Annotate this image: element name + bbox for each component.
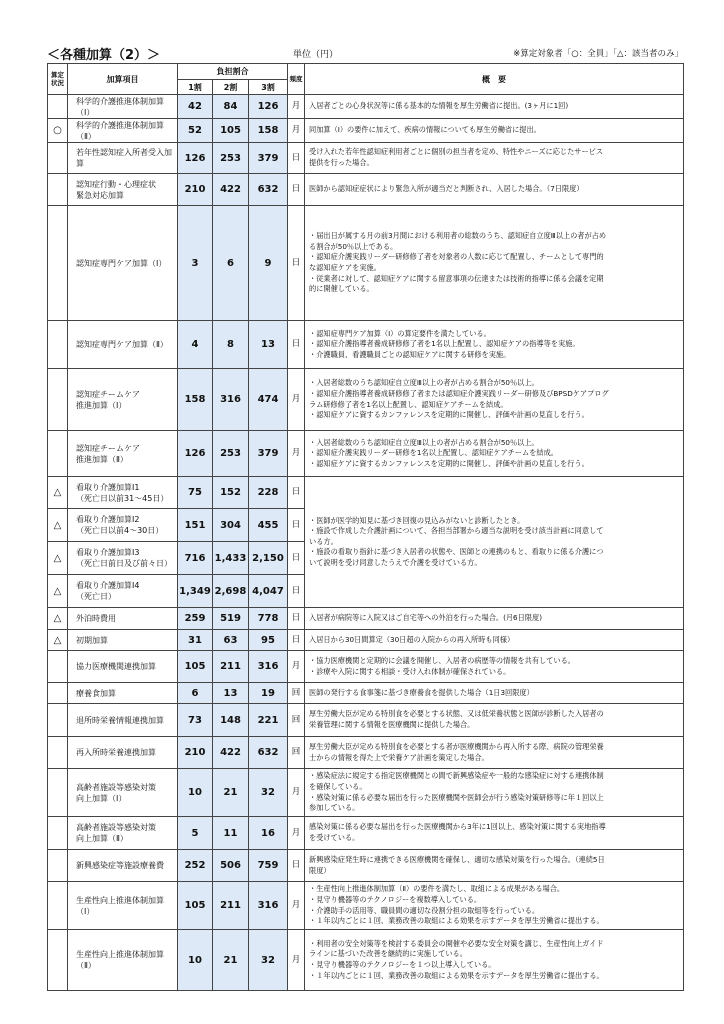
text-line: ・介護助手の活用等、職員間の適切な役割分担の取組等を行っている。 — [309, 905, 540, 915]
text-line: 限度） — [309, 865, 331, 875]
text-line: （死亡日） — [76, 592, 116, 601]
frequency-cell: 月 — [288, 119, 305, 143]
amount-cell-v3: 19 — [249, 683, 288, 704]
text-line: 看取り介護加算Ⅰ1 — [76, 482, 140, 492]
text-line: いる方。 — [309, 536, 338, 546]
amount-cell-v1: 42 — [178, 95, 213, 119]
amount-cell-v3: 4,047 — [249, 575, 288, 608]
frequency-cell: 回 — [288, 737, 305, 769]
text-line: ・感染症法に規定する指定医療機関との間で新興感染症や一般的な感染症に対する連携体制 — [309, 771, 604, 781]
text-line: 入居日から30日間算定（30日超の入院からの再入所時も同様） — [309, 634, 515, 644]
amount-cell-v2: 253 — [213, 431, 249, 477]
text-line: ・届出日が属する月の前3月間における利用者の総数のうち、認知症自立度Ⅲ以上の者が占め — [309, 231, 607, 241]
amount-cell-v3: 126 — [249, 95, 288, 119]
text-line: 認知症チームケア — [76, 443, 140, 453]
status-cell — [48, 95, 68, 119]
description-cell — [305, 174, 684, 206]
text-line: 生産性向上推進体制加算 — [76, 895, 164, 905]
amount-cell-v1: 10 — [178, 930, 213, 991]
legend-note: ※算定対象者「○：全員」「△：該当者のみ」 — [513, 49, 683, 59]
status-cell — [48, 850, 68, 882]
amount-cell-v1: 716 — [178, 542, 213, 575]
amount-cell-v2: 253 — [213, 143, 249, 174]
item-name-cell — [68, 477, 178, 509]
frequency-cell: 日 — [288, 542, 305, 575]
amount-cell-v1: 6 — [178, 683, 213, 704]
table-row — [48, 651, 684, 683]
item-name-cell — [68, 431, 178, 477]
table-row — [48, 769, 684, 817]
page-header — [47, 44, 683, 64]
table-row — [48, 174, 684, 206]
col-burden-header: 負担割合 — [178, 64, 288, 80]
amount-cell-v1: 126 — [178, 431, 213, 477]
status-cell — [48, 683, 68, 704]
amount-cell-v2: 519 — [213, 608, 249, 630]
description-cell — [305, 206, 684, 321]
status-cell — [48, 651, 68, 683]
frequency-cell: 月 — [288, 651, 305, 683]
text-line: 推進加算（Ⅱ） — [76, 454, 128, 464]
amount-cell-v3: 778 — [249, 608, 288, 630]
item-name-cell — [68, 509, 178, 542]
text-line: 高齢者施設等感染対策 — [76, 823, 156, 832]
amount-cell-v1: 252 — [178, 850, 213, 882]
amount-cell-v2: 304 — [213, 509, 249, 542]
amount-cell-v2: 21 — [213, 930, 249, 991]
text-line: 提供を行った場合。 — [309, 158, 374, 167]
col-2-header: 2割 — [213, 80, 249, 95]
amount-cell-v2: 422 — [213, 174, 249, 206]
col-freq-header: 頻度 — [288, 64, 305, 95]
frequency-cell: 回 — [288, 683, 305, 704]
text-line: 向上加算（Ⅰ） — [76, 793, 127, 803]
frequency-cell: 月 — [288, 930, 305, 991]
text-line: ・感染対策に係る必要な届出を行った医療機関や医師会が行う感染対策研修等に年１回以上 — [309, 792, 604, 802]
text-line: ・医師が医学的知見に基づき回復の見込みがないと診断したとき。 — [309, 515, 525, 525]
table-row — [48, 683, 684, 704]
status-cell — [48, 431, 68, 477]
text-line: 科学的介護推進体制加算（Ⅰ） — [76, 96, 164, 117]
text-line: 看取り介護加算Ⅰ2 — [76, 515, 140, 524]
text-line: ・生産性向上推進体制加算（Ⅱ）の要件を満たし、取組による成果がある場合。 — [309, 884, 565, 894]
amount-cell-v1: 151 — [178, 509, 213, 542]
frequency-cell: 日 — [288, 321, 305, 369]
amount-cell-v3: 221 — [249, 704, 288, 737]
text-line: ・診療や入院に関する相談・受け入れ体制が確保されている。 — [309, 666, 511, 676]
col-3-header: 3割 — [249, 80, 288, 95]
text-line: 認知症チームケア — [76, 389, 140, 399]
item-name-cell — [68, 630, 178, 651]
text-line: ラインに基づいた改善を継続的に実施している。 — [309, 949, 467, 959]
table-row — [48, 321, 684, 369]
frequency-cell: 日 — [288, 850, 305, 882]
description-cell — [305, 683, 684, 704]
amount-cell-v3: 316 — [249, 651, 288, 683]
amount-cell-v2: 84 — [213, 95, 249, 119]
frequency-cell: 日 — [288, 575, 305, 608]
text-line: ・見守り機器等のテクノロジーを１つ以上導入している。 — [309, 960, 496, 969]
text-line: ・施設で作成した介護計画について、各担当部署から適当な説明を受け該当計画に同意して — [309, 526, 604, 536]
text-line: ・１年以内ごとに１回、業務改善の取組による効果を示すデータを厚生労働省に提出する。 — [309, 916, 604, 926]
text-line: 初期加算 — [76, 635, 108, 645]
amount-cell-v3: 632 — [249, 737, 288, 769]
status-cell — [48, 206, 68, 321]
description-cell — [305, 608, 684, 630]
text-line: 認知症専門ケア加算（Ⅰ） — [76, 258, 167, 268]
amount-cell-v1: 52 — [178, 119, 213, 143]
amount-cell-v1: 5 — [178, 817, 213, 850]
item-name-cell — [68, 930, 178, 991]
status-cell: △ — [48, 608, 68, 630]
amount-cell-v1: 105 — [178, 651, 213, 683]
item-name-cell — [68, 369, 178, 431]
item-name-cell — [68, 769, 178, 817]
amount-cell-v1: 126 — [178, 143, 213, 174]
item-name-cell — [68, 206, 178, 321]
amount-cell-v3: 379 — [249, 143, 288, 174]
table-row — [48, 930, 684, 991]
text-line: 認知症行動・心理症状 — [76, 179, 156, 189]
description-cell — [305, 431, 684, 477]
table-row — [48, 704, 684, 737]
frequency-cell: 日 — [288, 608, 305, 630]
frequency-cell: 日 — [288, 509, 305, 542]
amount-cell-v2: 13 — [213, 683, 249, 704]
text-line: 療養食加算 — [76, 688, 116, 698]
frequency-cell: 月 — [288, 431, 305, 477]
table-row — [48, 369, 684, 431]
status-cell: △ — [48, 509, 68, 542]
text-line: ・介護職員、看護職員ごとの認知症ケアに関する研修を実施。 — [309, 349, 511, 359]
item-name-cell — [68, 882, 178, 930]
text-line: ・認知症介護指導者養成研修修了者または認知症介護実践リーダー研修及びBPSDケアプログ — [309, 388, 609, 398]
text-line: ・協力医療機関と定期的に会議を開催し、入居者の病歴等の情報を共有している。 — [309, 655, 575, 665]
amount-cell-v3: 632 — [249, 174, 288, 206]
amount-cell-v3: 759 — [249, 850, 288, 882]
text-line: 医師の発行する食事箋に基づき療養食を提供した場合（1日3回限度） — [309, 687, 534, 697]
frequency-cell: 月 — [288, 882, 305, 930]
text-line: 外泊時費用 — [76, 614, 116, 623]
amount-cell-v2: 2,698 — [213, 575, 249, 608]
text-line: 看取り介護加算Ⅰ3 — [76, 548, 140, 557]
status-cell — [48, 882, 68, 930]
text-line: 士からの情報を得た上で栄養ケア計画を策定した場合。 — [309, 752, 489, 762]
table-row — [48, 608, 684, 630]
text-line: 科学的介護推進体制加算（Ⅱ） — [76, 120, 164, 141]
text-line: 生産性向上推進体制加算 — [76, 950, 164, 959]
text-line: 向上加算（Ⅱ） — [76, 834, 128, 843]
description-cell — [305, 630, 684, 651]
status-cell — [48, 769, 68, 817]
frequency-cell: 日 — [288, 143, 305, 174]
text-line: ラム研修修了者を1名以上配置し、認知症ケアチームを結成。 — [309, 399, 508, 409]
frequency-cell: 月 — [288, 817, 305, 850]
frequency-cell: 月 — [288, 369, 305, 431]
amount-cell-v1: 4 — [178, 321, 213, 369]
amount-cell-v1: 105 — [178, 882, 213, 930]
amount-cell-v2: 211 — [213, 651, 249, 683]
item-name-cell — [68, 704, 178, 737]
status-cell — [48, 817, 68, 850]
text-line: 受け入れた若年性認知症利用者ごとに個別の担当者を定め、特性やニーズに応じたサービス — [309, 147, 604, 157]
table-row — [48, 95, 684, 119]
item-name-cell — [68, 575, 178, 608]
table-row — [48, 143, 684, 174]
text-line: を受けている。 — [309, 833, 360, 842]
amount-cell-v2: 63 — [213, 630, 249, 651]
description-cell — [305, 737, 684, 769]
amount-cell-v3: 32 — [249, 930, 288, 991]
text-line: 入居者が病院等に入院又はご自宅等への外泊を行った場合。(月6日限度) — [309, 613, 542, 623]
status-cell — [48, 369, 68, 431]
amount-cell-v2: 148 — [213, 704, 249, 737]
text-line: （Ⅱ） — [76, 961, 96, 970]
description-cell — [305, 119, 684, 143]
amount-cell-v1: 1,349 — [178, 575, 213, 608]
amount-cell-v1: 210 — [178, 174, 213, 206]
amount-cell-v1: 10 — [178, 769, 213, 817]
unit-label: 単位（円） — [293, 50, 339, 60]
frequency-cell: 月 — [288, 95, 305, 119]
amount-cell-v2: 422 — [213, 737, 249, 769]
frequency-cell: 回 — [288, 704, 305, 737]
status-cell — [48, 143, 68, 174]
frequency-cell: 月 — [288, 769, 305, 817]
text-line: を確保している。 — [309, 781, 367, 791]
frequency-cell: 日 — [288, 477, 305, 509]
fee-table — [47, 63, 684, 991]
status-cell: △ — [48, 542, 68, 575]
text-line: ・認知症ケアに資するカンファレンスを定期的に開催し、評価や計画の見直しを行う。 — [309, 410, 589, 420]
text-line: 医師から認知症症状により緊急入所が適当だと判断され、入居した場合。（7日限度） — [309, 184, 584, 194]
table-row — [48, 737, 684, 769]
text-line: ・施設の看取り指針に基づき入居者の状態や、医師との連携のもと、看取りに係る介護につ — [309, 547, 604, 557]
amount-cell-v3: 228 — [249, 477, 288, 509]
text-line: 若年性認知症入所者受入加算 — [76, 148, 172, 168]
text-line: （Ⅰ） — [76, 906, 95, 916]
text-line: ・認知症介護実践リーダー研修を1名以上配置し、認知症ケアチームを結成。 — [309, 448, 558, 458]
text-line: 栄養管理に関する情報を医療機関に提供した場合。 — [309, 720, 475, 729]
text-line: 新興感染症発生時に連携できる医療機関を確保し、適切な感染対策を行った場合。（連続5日 — [309, 854, 605, 864]
description-cell — [305, 704, 684, 737]
item-name-cell — [68, 143, 178, 174]
amount-cell-v2: 105 — [213, 119, 249, 143]
text-line: 参加している。 — [309, 803, 360, 813]
amount-cell-v3: 379 — [249, 431, 288, 477]
amount-cell-v3: 2,150 — [249, 542, 288, 575]
amount-cell-v3: 158 — [249, 119, 288, 143]
text-line: 高齢者施設等感染対策 — [76, 782, 156, 792]
description-cell — [305, 143, 684, 174]
text-line: 的に開催している。 — [309, 284, 374, 294]
text-line: ・入居者総数のうち認知症自立度Ⅲ以上の者が占める割合が50％以上。 — [309, 437, 539, 447]
text-line: ・入居者総数のうち認知症自立度Ⅲ以上の者が占める割合が50％以上。 — [309, 378, 539, 388]
description-cell — [305, 369, 684, 431]
amount-cell-v2: 21 — [213, 769, 249, 817]
table-row — [48, 431, 684, 477]
description-cell — [305, 850, 684, 882]
item-name-cell — [68, 651, 178, 683]
text-line: 退所時栄養情報連携加算 — [76, 715, 164, 725]
amount-cell-v3: 316 — [249, 882, 288, 930]
description-cell — [305, 95, 684, 119]
amount-cell-v1: 158 — [178, 369, 213, 431]
text-line: ・認知症介護指導者養成研修修了者を1名以上配置し、認知症ケアの指導等を実施。 — [309, 339, 580, 349]
item-name-cell — [68, 817, 178, 850]
description-cell — [305, 651, 684, 683]
frequency-cell: 日 — [288, 206, 305, 321]
amount-cell-v1: 75 — [178, 477, 213, 509]
status-cell: △ — [48, 630, 68, 651]
status-cell — [48, 321, 68, 369]
item-name-cell — [68, 119, 178, 143]
description-cell — [305, 882, 684, 930]
status-cell — [48, 737, 68, 769]
text-line: いて説明を受け同意したうえで介護を受けている方。 — [309, 557, 482, 567]
table-row — [48, 477, 684, 509]
table-row — [48, 206, 684, 321]
item-name-cell — [68, 174, 178, 206]
amount-cell-v3: 95 — [249, 630, 288, 651]
text-line: ・従業者に対して、認知症ケアに関する留意事項の伝達または技術的指導に係る会議を定期 — [309, 273, 604, 283]
status-cell — [48, 704, 68, 737]
table-row — [48, 630, 684, 651]
text-line: 協力医療機関連携加算 — [76, 662, 156, 671]
page-title: ＜各種加算（2）＞ — [47, 48, 161, 63]
description-cell — [305, 321, 684, 369]
frequency-cell: 日 — [288, 174, 305, 206]
text-line: 認知症専門ケア加算（Ⅱ） — [76, 340, 168, 349]
text-line: 新興感染症等施設療養費 — [76, 861, 164, 870]
text-line: （死亡日以前4～30日） — [76, 526, 164, 535]
item-name-cell — [68, 737, 178, 769]
col-item-header: 加算項目 — [68, 64, 178, 95]
text-line: 推進加算（Ⅰ） — [76, 400, 127, 410]
item-name-cell — [68, 850, 178, 882]
amount-cell-v1: 210 — [178, 737, 213, 769]
amount-cell-v2: 506 — [213, 850, 249, 882]
text-line: 再入所時栄養連携加算 — [76, 748, 156, 757]
amount-cell-v3: 32 — [249, 769, 288, 817]
item-name-cell — [68, 95, 178, 119]
table-row — [48, 850, 684, 882]
text-line: ・認知症ケアに資するカンファレンスを定期的に開催し、評価や計画の見直しを行う。 — [309, 458, 589, 468]
description-cell — [305, 477, 684, 608]
text-line: 看取り介護加算Ⅰ4 — [76, 581, 140, 590]
amount-cell-v2: 1,433 — [213, 542, 249, 575]
text-line: ・１年以内ごとに１回、業務改善の取組による効果を示すデータを厚生労働省に提出する。 — [309, 970, 604, 980]
amount-cell-v1: 31 — [178, 630, 213, 651]
description-cell — [305, 930, 684, 991]
amount-cell-v2: 152 — [213, 477, 249, 509]
amount-cell-v2: 11 — [213, 817, 249, 850]
amount-cell-v1: 259 — [178, 608, 213, 630]
text-line: 感染対策に係る必要な届出を行った医療機関から3年に1回以上、感染対策に関する実地指導 — [309, 822, 606, 832]
col-desc-header: 概 要 — [305, 64, 684, 95]
col-status-header: 算定状況 — [48, 64, 68, 95]
amount-cell-v1: 3 — [178, 206, 213, 321]
text-line: （死亡日前日及び前々日） — [76, 559, 172, 568]
status-cell: ○ — [48, 119, 68, 143]
col-1-header: 1割 — [178, 80, 213, 95]
item-name-cell — [68, 542, 178, 575]
description-cell — [305, 769, 684, 817]
text-line: ・認知症専門ケア加算（Ⅰ）の算定要件を満たしている。 — [309, 328, 491, 338]
amount-cell-v3: 13 — [249, 321, 288, 369]
description-cell — [305, 817, 684, 850]
amount-cell-v3: 16 — [249, 817, 288, 850]
amount-cell-v2: 8 — [213, 321, 249, 369]
text-line: 同加算（Ⅰ）の要件に加えて、疾病の情報についても厚生労働省に提出。 — [309, 125, 541, 135]
table-row — [48, 882, 684, 930]
status-cell — [48, 174, 68, 206]
amount-cell-v2: 6 — [213, 206, 249, 321]
status-cell: △ — [48, 575, 68, 608]
amount-cell-v2: 316 — [213, 369, 249, 431]
status-cell: △ — [48, 477, 68, 509]
text-line: ・利用者の安全対策等を検討する委員会の開催や必要な安全対策を講じ、生産性向上ガイド — [309, 938, 604, 948]
amount-cell-v3: 455 — [249, 509, 288, 542]
text-line: 厚生労働大臣が定める特別食を必要とする者が医療機関から再入所する際、病院の管理栄養 — [309, 741, 604, 751]
status-cell — [48, 930, 68, 991]
text-line: な認知症ケアを実施。 — [309, 263, 381, 272]
amount-cell-v2: 211 — [213, 882, 249, 930]
text-line: 入居者ごとの心身状況等に係る基本的な情報を厚生労働省に提出。(3ヶ月に1回) — [309, 101, 569, 111]
item-name-cell — [68, 608, 178, 630]
text-line: （死亡日以前31～45日） — [76, 493, 169, 503]
amount-cell-v3: 9 — [249, 206, 288, 321]
amount-cell-v3: 474 — [249, 369, 288, 431]
amount-cell-v1: 73 — [178, 704, 213, 737]
item-name-cell — [68, 683, 178, 704]
table-row — [48, 119, 684, 143]
table-row — [48, 817, 684, 850]
text-line: ・見守り機器等のテクノロジーを複数導入している。 — [309, 894, 482, 904]
item-name-cell — [68, 321, 178, 369]
text-line: ・認知症介護実践リーダー研修修了者を対象者の人数に応じて配置し、チームとして専門的 — [309, 252, 604, 262]
text-line: 緊急対応加算 — [76, 190, 124, 200]
frequency-cell: 日 — [288, 630, 305, 651]
text-line: 厚生労働大臣が定める特別食を必要とする状態、又は低栄養状態と医師が診断した入居者の — [309, 709, 604, 719]
text-line: る割合が50％以上である。 — [309, 241, 398, 251]
